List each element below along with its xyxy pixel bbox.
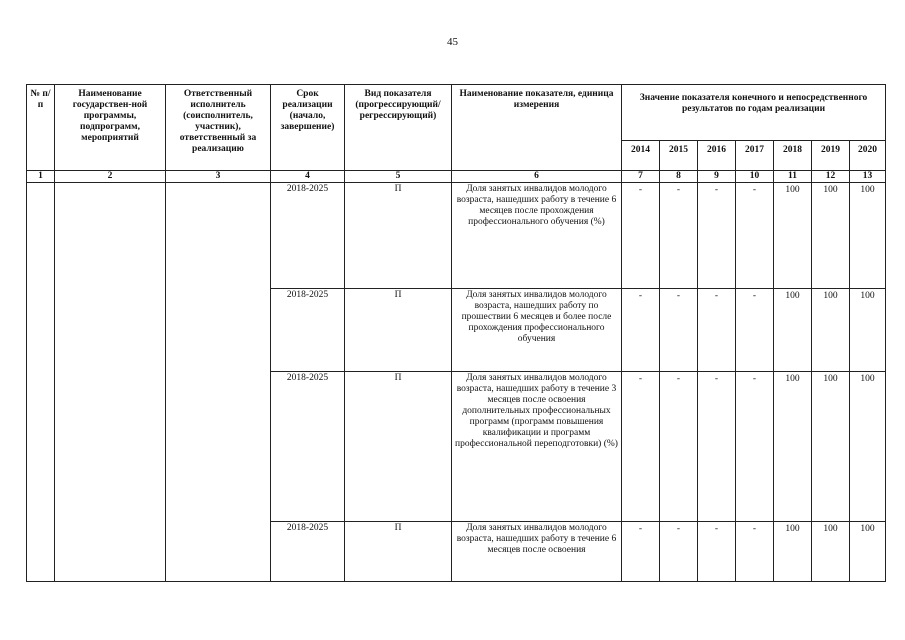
value-cell: - xyxy=(698,522,736,582)
header-year: 2020 xyxy=(850,141,886,171)
header-program: Наименование государствен-ной программы, подпрограмм, мероприятий xyxy=(55,85,166,171)
value-cell: 100 xyxy=(850,289,886,372)
header-indicator-name: Наименование показателя, единица измерения xyxy=(452,85,622,171)
value-cell: - xyxy=(698,183,736,289)
value-cell: - xyxy=(660,522,698,582)
header-indicator-type: Вид показателя (прогрессирующий/ регрессирующий) xyxy=(345,85,452,171)
column-number: 3 xyxy=(166,171,271,183)
header-year: 2018 xyxy=(774,141,812,171)
indicator-name-cell: Доля занятых инвалидов молодого возраста, нашедших работу в течение 6 месяцев после освоения xyxy=(452,522,622,582)
value-cell: 100 xyxy=(812,522,850,582)
value-cell: - xyxy=(622,372,660,522)
value-cell: - xyxy=(698,372,736,522)
header-period: Срок реализации (начало, завершение) xyxy=(271,85,345,171)
column-number: 7 xyxy=(622,171,660,183)
value-cell: - xyxy=(622,183,660,289)
table-row xyxy=(27,183,886,289)
column-number: 5 xyxy=(345,171,452,183)
header-year: 2016 xyxy=(698,141,736,171)
column-number: 10 xyxy=(736,171,774,183)
value-cell: - xyxy=(698,289,736,372)
header-num: № п/п xyxy=(27,85,55,171)
value-cell: 100 xyxy=(850,522,886,582)
column-number: 8 xyxy=(660,171,698,183)
value-cell: - xyxy=(660,372,698,522)
value-cell: 100 xyxy=(812,183,850,289)
value-cell: 100 xyxy=(774,372,812,522)
header-year: 2017 xyxy=(736,141,774,171)
column-number: 13 xyxy=(850,171,886,183)
indicators-table xyxy=(26,84,886,582)
indicator-name-cell: Доля занятых инвалидов молодого возраста, нашедших работу в течение 3 месяцев после освоения дополнительных профессиональных программ (программ повышения квалификации и программ профессиональной переподготовки) (%) xyxy=(452,372,622,522)
indicator-type-cell: П xyxy=(345,522,452,582)
column-number: 11 xyxy=(774,171,812,183)
page-number: 45 xyxy=(447,36,458,48)
executor-cell xyxy=(166,183,271,582)
indicator-name-cell: Доля занятых инвалидов молодого возраста, нашедших работу по прошествии 6 месяцев и более после прохождения профессионального обучения xyxy=(452,289,622,372)
value-cell: - xyxy=(660,183,698,289)
value-cell: - xyxy=(736,183,774,289)
value-cell: 100 xyxy=(774,522,812,582)
value-cell: 100 xyxy=(850,183,886,289)
indicator-type-cell: П xyxy=(345,289,452,372)
period-cell: 2018-2025 xyxy=(271,522,345,582)
header-year: 2015 xyxy=(660,141,698,171)
column-number-row xyxy=(27,171,886,183)
value-cell: - xyxy=(736,289,774,372)
period-cell: 2018-2025 xyxy=(271,289,345,372)
period-cell: 2018-2025 xyxy=(271,183,345,289)
header-executor: Ответственный исполнитель (соисполнитель, участник), ответственный за реализацию xyxy=(166,85,271,171)
column-number: 6 xyxy=(452,171,622,183)
value-cell: 100 xyxy=(774,183,812,289)
value-cell: 100 xyxy=(812,289,850,372)
value-cell: - xyxy=(622,522,660,582)
indicator-type-cell: П xyxy=(345,183,452,289)
header-values-group: Значение показателя конечного и непосредственного результатов по годам реализации xyxy=(622,85,886,141)
indicator-name-cell: Доля занятых инвалидов молодого возраста, нашедших работу в течение 6 месяцев после прохождения профессионального обучения (%) xyxy=(452,183,622,289)
column-number: 2 xyxy=(55,171,166,183)
value-cell: 100 xyxy=(812,372,850,522)
value-cell: 100 xyxy=(774,289,812,372)
value-cell: - xyxy=(736,372,774,522)
row-num-cell xyxy=(27,183,55,582)
header-year: 2014 xyxy=(622,141,660,171)
value-cell: - xyxy=(622,289,660,372)
column-number: 12 xyxy=(812,171,850,183)
value-cell: - xyxy=(736,522,774,582)
value-cell: 100 xyxy=(850,372,886,522)
value-cell: - xyxy=(660,289,698,372)
period-cell: 2018-2025 xyxy=(271,372,345,522)
header-year: 2019 xyxy=(812,141,850,171)
column-number: 9 xyxy=(698,171,736,183)
indicator-type-cell: П xyxy=(345,372,452,522)
column-number: 4 xyxy=(271,171,345,183)
column-number: 1 xyxy=(27,171,55,183)
program-cell xyxy=(55,183,166,582)
